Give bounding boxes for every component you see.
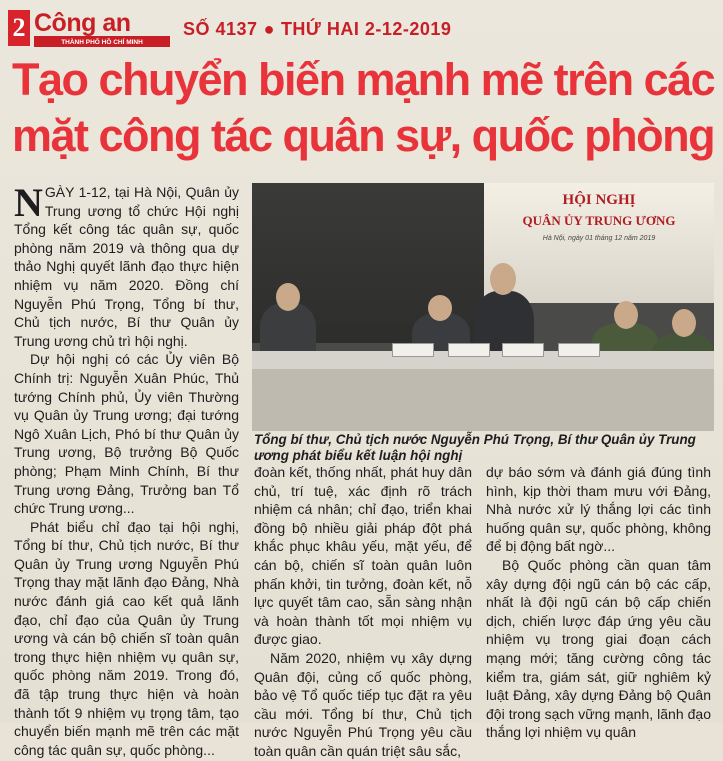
article-column-3 — [486, 463, 711, 741]
headline-line-2: mặt công tác quân sự, quốc phòng — [12, 110, 715, 161]
article-paragraph: Năm 2020, nhiệm vụ xây dựng Quân đội, củng cố quốc phòng, bảo vệ Tổ quốc tiếp tục đặt ra yêu cầu mới. Tổng bí thư, Chủ tịch nước Nguyễn Phú Trọng yêu cầu toàn quân cần quán triệt sâu sắc, — [254, 649, 472, 759]
nameplate — [558, 343, 600, 357]
article-headline — [12, 52, 715, 164]
article-paragraph: dự báo sớm và đánh giá đúng tình hình, kịp thời tham mưu với Đảng, Nhà nước xử lý thắng lợi các tình huống quân sự, quốc phòng, không để bị động bất ngờ... — [486, 464, 711, 555]
person-head — [614, 301, 638, 329]
article-paragraph — [14, 180, 239, 350]
banner-subtitle: QUÂN ỦY TRUNG ƯƠNG — [522, 213, 676, 228]
conference-photo — [252, 183, 714, 431]
person-head — [490, 263, 516, 295]
drop-cap: N — [14, 180, 43, 225]
article-paragraph: Bộ Quốc phòng cần quan tâm xây dựng đội ngũ cán bộ các cấp, nhất là đội ngũ cán bộ cấp chiến dịch, chiến lược đáp ứng yêu cầu nhiệm vụ trong giai đoạn cách mạng mới; tăng cường công tác kiểm tra, giám sát, giữ nghiêm kỷ luật Đảng, xây dựng Đảng bộ Quân đội trong sạch vững mạnh, lãnh đạo thắng lợi nhiệm vụ quân — [486, 556, 711, 741]
issue-date: THỨ HAI 2-12-2019 — [280, 19, 452, 39]
masthead — [8, 10, 715, 48]
page-number: 2 — [8, 10, 30, 46]
article-paragraph: Phát biểu chỉ đạo tại hội nghị, Tổng bí thư, Chủ tịch nước, Bí thư Quân ủy Trung ương Nguyễn Phú Trọng thay mặt lãnh đạo Đảng, Nhà nước đánh giá cao kết quả lãnh đạo, chỉ đạo của Quân ủy Trung ương và cán bộ chiến sĩ toàn quân trong thực hiện nhiệm vụ quân sự, quốc phòng năm 2019. Trong đó, đã tập trung thực hiện và hoàn thành tốt 9 nhiệm vụ trọng tâm, tạo chuyển biến mạnh mẽ trên các mặt công tác quân sự, quốc phòng... — [14, 518, 239, 758]
nameplate — [502, 343, 544, 357]
paper-logo — [34, 10, 170, 46]
headline-line-1: Tạo chuyển biến mạnh mẽ trên các — [12, 54, 715, 105]
banner-title: HỘI NGHỊ — [562, 192, 636, 208]
paragraph-text: GÀY 1-12, tại Hà Nội, Quân ủy Trung ương tổ chức Hội nghị Tổng kết công tác quân sự, quốc phòng năm 2019 và thông qua dự thảo Nghị quyết lãnh đạo thực hiện nhiệm vụ năm 2020. Đồng chí Nguyễn Phú Trọng, Tổng bí thư, Chủ tịch nước, Bí thư Quân ủy Trung ương chủ trì hội nghị. — [14, 184, 239, 349]
person-head — [276, 283, 300, 311]
article-paragraph: Dự hội nghị có các Ủy viên Bộ Chính trị: Nguyễn Xuân Phúc, Thủ tướng Chính phủ, Ủy viên Thường vụ Quân ủy Trung ương; đại tướng Ngô Xuân Lịch, Phó bí thư Quân ủy Trung ương, Bộ trưởng Bộ Quốc phòng; Phạm Minh Chính, Bí thư Trung ương Đảng, Trưởng ban Tổ chức Trung ương... — [14, 351, 239, 517]
conference-banner — [484, 183, 714, 303]
issue-number: SỐ 4137 — [183, 19, 258, 39]
article-column-2 — [254, 463, 472, 759]
nameplate — [392, 343, 434, 357]
issue-info — [183, 16, 603, 42]
bullet-icon: ● — [263, 19, 275, 39]
paper-subtitle: THÀNH PHỐ HỒ CHÍ MINH — [34, 38, 170, 47]
banner-date: Hà Nội, ngày 01 tháng 12 năm 2019 — [542, 235, 656, 242]
photo-caption: Tổng bí thư, Chủ tịch nước Nguyễn Phú Trọng, Bí thư Quân ủy Trung ương phát biểu kết luận hội nghị — [254, 432, 696, 463]
article-paragraph: đoàn kết, thống nhất, phát huy dân chủ, trí tuệ, xác định rõ trách nhiệm cá nhân; chỉ đạo, triển khai đồng bộ nhiều giải pháp đột phá khắc phục khâu yếu, mặt yếu, để cán bộ, chiến sĩ toàn quân luôn phấn khởi, tin tưởng, đoàn kết, nỗ lực quyết tâm cao, sẵn sàng nhận và hoàn thành tốt mọi nhiệm vụ được giao. — [254, 464, 472, 648]
table-front — [252, 369, 714, 431]
person-head — [428, 295, 452, 321]
nameplate — [448, 343, 490, 357]
person-head — [672, 309, 696, 337]
article-column-1 — [14, 180, 239, 758]
paper-name: Công an — [34, 10, 170, 38]
